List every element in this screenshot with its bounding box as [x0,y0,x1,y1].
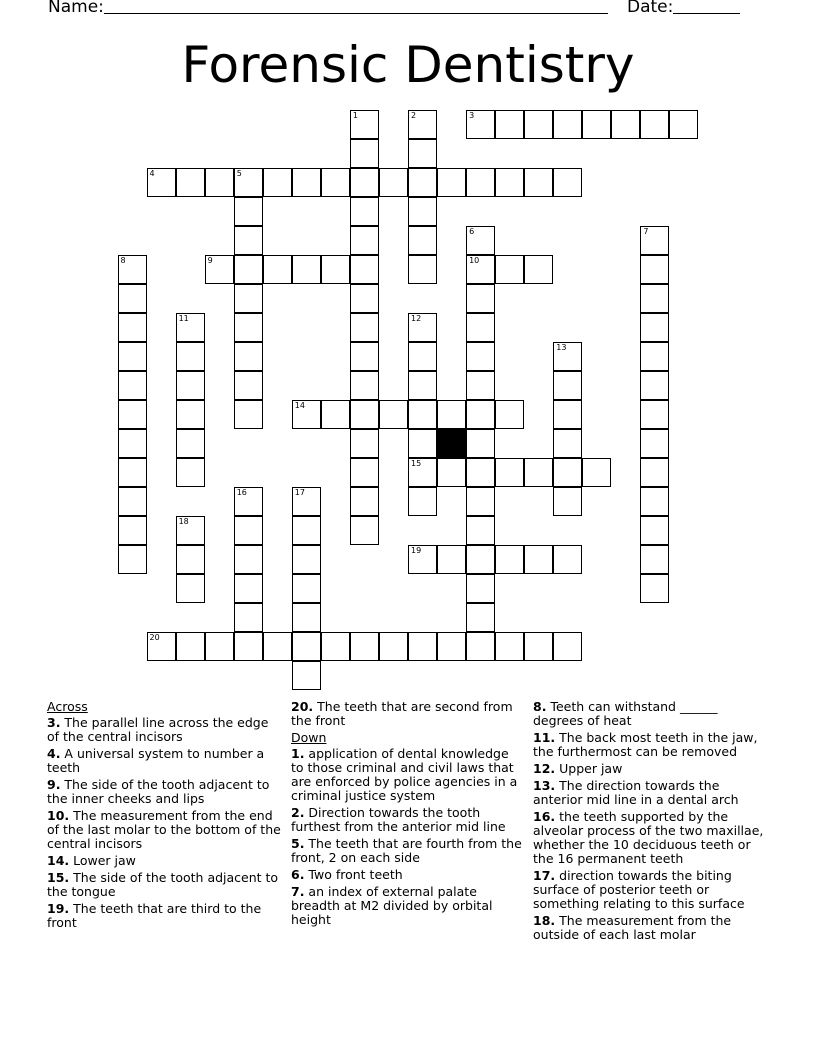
grid-cell[interactable] [466,603,495,632]
grid-cell[interactable] [176,632,205,661]
grid-cell[interactable] [553,400,582,429]
grid-cell[interactable] [408,487,437,516]
grid-cell[interactable] [176,516,205,545]
grid-cell[interactable] [234,371,263,400]
grid-cell[interactable] [408,400,437,429]
clue-text: Upper jaw [555,761,623,776]
clue-item [291,868,523,882]
grid-cell[interactable] [466,313,495,342]
grid-cell[interactable] [408,255,437,284]
clue-text: The measurement from the outside of each last molar [533,913,732,942]
grid-cell[interactable] [176,429,205,458]
grid-cell[interactable] [350,110,379,139]
grid-cell[interactable] [176,400,205,429]
grid-cell[interactable] [350,168,379,197]
clue-number: 1. [291,746,305,761]
grid-cell[interactable] [553,342,582,371]
clue-text: The back most teeth in the jaw, the furthermost can be removed [533,730,758,759]
clue-text: an index of external palate breadth at M2 divided by orbital height [291,884,493,927]
across-heading: Across [47,699,88,714]
grid-cell[interactable] [640,284,669,313]
grid-cell[interactable] [118,400,147,429]
grid-cell[interactable] [466,458,495,487]
grid-cell[interactable] [205,632,234,661]
clue-text: the teeth supported by the alveolar process of the two maxillae, whether the 10 deciduous teeth or the 16 permanent teeth [533,809,764,866]
grid-cell[interactable] [466,255,495,284]
clues-column-3 [533,700,771,945]
clue-number: 15 [411,459,422,469]
grid-cell[interactable] [292,516,321,545]
grid-cell[interactable] [466,110,495,139]
name-label: Name: [48,0,104,17]
grid-cell[interactable] [524,168,553,197]
grid-cell[interactable] [234,574,263,603]
clue-item [47,716,282,744]
grid-cell[interactable] [176,371,205,400]
clue-number: 3. [47,715,61,730]
grid-cell[interactable] [640,400,669,429]
grid-cell[interactable] [321,255,350,284]
grid-cell[interactable] [437,400,466,429]
grid-cell[interactable] [118,284,147,313]
grid-cell[interactable] [321,168,350,197]
grid-cell[interactable] [408,632,437,661]
clue-number: 16. [533,809,556,824]
clue-number: 7 [643,226,649,236]
grid-cell[interactable] [205,168,234,197]
clue-number: 6. [291,867,305,882]
grid-cell[interactable] [640,313,669,342]
grid-cell[interactable] [118,429,147,458]
grid-cell[interactable] [408,371,437,400]
grid-cell[interactable] [466,400,495,429]
grid-cell[interactable] [466,429,495,458]
clue-number: 19. [47,901,70,916]
grid-cell[interactable] [408,168,437,197]
grid-cell[interactable] [263,168,292,197]
grid-cell[interactable] [408,197,437,226]
clue-item [291,837,523,865]
clue-number: 13. [533,778,556,793]
down-heading: Down [291,730,327,745]
grid-cell[interactable] [176,313,205,342]
clue-text: The teeth that are fourth from the front, 2 on each side [291,836,522,865]
grid-cell[interactable] [350,429,379,458]
clue-number: 17 [294,488,305,498]
page-title: Forensic Dentistry [181,36,635,94]
grid-cell[interactable] [466,574,495,603]
grid-cell[interactable] [176,545,205,574]
grid-cell[interactable] [408,429,437,458]
clue-item [291,806,523,834]
grid-cell[interactable] [408,313,437,342]
grid-cell[interactable] [234,342,263,371]
clue-item [47,809,282,851]
grid-cell[interactable] [466,632,495,661]
clues-column-1 [47,700,282,933]
grid-cell[interactable] [350,458,379,487]
clue-item [533,869,771,911]
grid-cell[interactable] [408,458,437,487]
grid-cell[interactable] [176,342,205,371]
grid-cell[interactable] [292,632,321,661]
clue-text: The teeth that are second from the front [291,699,513,728]
clue-number: 17. [533,868,556,883]
clue-number: 11. [533,730,556,745]
clue-item [291,885,523,927]
grid-cell[interactable] [553,110,582,139]
grid-cell[interactable] [611,110,640,139]
clue-number: 8. [533,699,547,714]
grid-cell[interactable] [118,313,147,342]
grid-cell[interactable] [495,545,524,574]
clue-item [291,700,523,728]
clue-item [47,778,282,806]
grid-cell[interactable] [263,255,292,284]
grid-cell[interactable] [524,545,553,574]
clue-text: Direction towards the tooth furthest from the anterior mid line [291,805,506,834]
grid-cell[interactable] [495,632,524,661]
clue-text: direction towards the biting surface of posterior teeth or something relating to this surface [533,868,745,911]
clue-number: 14 [294,401,305,410]
grid-cell[interactable] [640,429,669,458]
grid-cell[interactable] [640,545,669,574]
grid-cell[interactable] [234,313,263,342]
grid-cell[interactable] [495,458,524,487]
clue-number: 9. [47,777,61,792]
grid-cell[interactable] [118,458,147,487]
clue-item [533,731,771,759]
grid-cell[interactable] [524,458,553,487]
grid-cell[interactable] [379,400,408,429]
grid-cell[interactable] [640,226,669,255]
grid-cell[interactable] [524,255,553,284]
grid-cell[interactable] [350,139,379,168]
grid-cell[interactable] [437,545,466,574]
grid-cell[interactable] [379,168,408,197]
clue-number: 19 [411,546,422,556]
grid-cell[interactable] [350,197,379,226]
clue-item [47,854,282,868]
grid-cell[interactable] [321,400,350,429]
clue-number: 14. [47,853,70,868]
grid-cell[interactable] [437,632,466,661]
clue-number: 10. [47,808,70,823]
clue-number: 5 [236,168,242,178]
clue-item [291,747,523,803]
clue-item [533,762,771,776]
clue-number: 20 [149,633,160,643]
grid-cell[interactable] [495,255,524,284]
clue-number: 13 [556,342,567,352]
clue-item [533,810,771,866]
grid-cell[interactable] [176,574,205,603]
clue-number: 12 [411,313,422,323]
grid-cell[interactable] [292,487,321,516]
grid-cell[interactable] [553,371,582,400]
clue-number: 3 [469,110,475,120]
clue-number: 20. [291,699,314,714]
grid-cell[interactable] [292,545,321,574]
grid-cell[interactable] [234,545,263,574]
clues-column-2 [291,700,523,930]
grid-cell[interactable] [350,284,379,313]
grid-cell[interactable] [350,632,379,661]
grid-cell[interactable] [408,226,437,255]
clue-number: 1 [352,110,358,120]
grid-cell[interactable] [350,400,379,429]
clue-number: 15. [47,870,70,885]
grid-cell[interactable] [176,458,205,487]
grid-cell[interactable] [350,487,379,516]
grid-cell[interactable] [118,545,147,574]
grid-cell[interactable] [553,168,582,197]
grid-cell[interactable] [524,632,553,661]
clue-item [533,700,771,728]
clue-text: Teeth can withstand ______ degrees of heat [533,699,718,728]
grid-cell[interactable] [234,255,263,284]
grid-cell[interactable] [640,458,669,487]
clue-item [47,747,282,775]
clue-text: Two front teeth [304,867,403,882]
grid-cell[interactable] [292,603,321,632]
grid-cell[interactable] [321,632,350,661]
date-label: Date: [627,0,674,17]
clue-number: 8 [120,255,126,265]
clue-number: 9 [207,255,213,265]
clue-text: The parallel line across the edge of the central incisors [47,715,269,744]
grid-cell[interactable] [408,342,437,371]
clue-number: 11 [178,313,189,323]
grid-cell[interactable] [379,632,408,661]
grid-cell[interactable] [234,487,263,516]
clue-number: 16 [236,488,247,498]
clue-item [47,902,282,930]
grid-cell[interactable] [292,574,321,603]
grid-cell[interactable] [118,342,147,371]
grid-cell[interactable] [553,545,582,574]
grid-cell[interactable] [466,545,495,574]
clue-text: The direction towards the anterior mid line in a dental arch [533,778,739,807]
clue-item [533,914,771,942]
grid-cell[interactable] [350,226,379,255]
grid-cell[interactable] [292,255,321,284]
clue-number: 5. [291,836,305,851]
black-cell [437,429,466,458]
grid-cell[interactable] [553,632,582,661]
clue-text: The teeth that are third to the front [47,901,262,930]
grid-cell[interactable] [466,168,495,197]
grid-cell[interactable] [640,342,669,371]
grid-cell[interactable] [408,110,437,139]
grid-cell[interactable] [118,255,147,284]
grid-cell[interactable] [234,516,263,545]
grid-cell[interactable] [292,400,321,429]
grid-cell[interactable] [408,545,437,574]
clue-number: 18. [533,913,556,928]
clue-number: 4. [47,746,61,761]
grid-cell[interactable] [205,255,234,284]
grid-cell[interactable] [466,487,495,516]
grid-cell[interactable] [640,516,669,545]
grid-cell[interactable] [350,313,379,342]
grid-cell[interactable] [524,110,553,139]
grid-cell[interactable] [147,168,176,197]
grid-cell[interactable] [466,284,495,313]
grid-cell[interactable] [118,487,147,516]
clue-number: 4 [149,168,155,178]
grid-cell[interactable] [495,400,524,429]
grid-cell[interactable] [118,516,147,545]
clue-number: 6 [469,226,475,236]
grid-cell[interactable] [176,168,205,197]
grid-cell[interactable] [234,168,263,197]
clue-item [533,779,771,807]
grid-cell[interactable] [408,139,437,168]
grid-cell[interactable] [640,487,669,516]
grid-cell[interactable] [466,371,495,400]
clue-number: 7. [291,884,305,899]
clue-number: 10 [469,255,480,265]
grid-cell[interactable] [234,400,263,429]
grid-cell[interactable] [466,516,495,545]
clue-number: 12. [533,761,556,776]
clue-number: 2 [411,110,417,120]
grid-cell[interactable] [640,110,669,139]
grid-cell[interactable] [350,371,379,400]
grid-cell[interactable] [147,632,176,661]
clue-text: The side of the tooth adjacent to the tongue [47,870,279,899]
grid-cell[interactable] [234,632,263,661]
grid-cell[interactable] [292,168,321,197]
grid-cell[interactable] [234,226,263,255]
grid-cell[interactable] [553,458,582,487]
clue-text: application of dental knowledge to those criminal and civil laws that are enforced by police agencies in a criminal justice system [291,746,518,803]
clue-item [47,871,282,899]
grid-cell[interactable] [234,603,263,632]
grid-cell[interactable] [234,284,263,313]
grid-cell[interactable] [640,371,669,400]
grid-cell[interactable] [350,255,379,284]
grid-cell[interactable] [495,168,524,197]
grid-cell[interactable] [640,255,669,284]
grid-cell[interactable] [582,110,611,139]
clue-text: The side of the tooth adjacent to the inner cheeks and lips [47,777,270,806]
grid-cell[interactable] [466,342,495,371]
grid-cell[interactable] [553,487,582,516]
grid-cell[interactable] [582,458,611,487]
grid-cell[interactable] [234,197,263,226]
grid-cell[interactable] [640,574,669,603]
clue-number: 18 [178,517,189,527]
grid-cell[interactable] [437,168,466,197]
grid-cell[interactable] [118,371,147,400]
grid-cell[interactable] [553,429,582,458]
grid-cell[interactable] [495,110,524,139]
grid-cell[interactable] [669,110,698,139]
clue-text: The measurement from the end of the last molar to the bottom of the central incisors [47,808,281,851]
clue-text: A universal system to number a teeth [47,746,265,775]
grid-cell[interactable] [292,661,321,690]
clue-text: Lower jaw [69,853,136,868]
grid-cell[interactable] [263,632,292,661]
grid-cell[interactable] [466,226,495,255]
grid-cell[interactable] [350,516,379,545]
grid-cell[interactable] [350,342,379,371]
clue-number: 2. [291,805,305,820]
grid-cell[interactable] [437,458,466,487]
